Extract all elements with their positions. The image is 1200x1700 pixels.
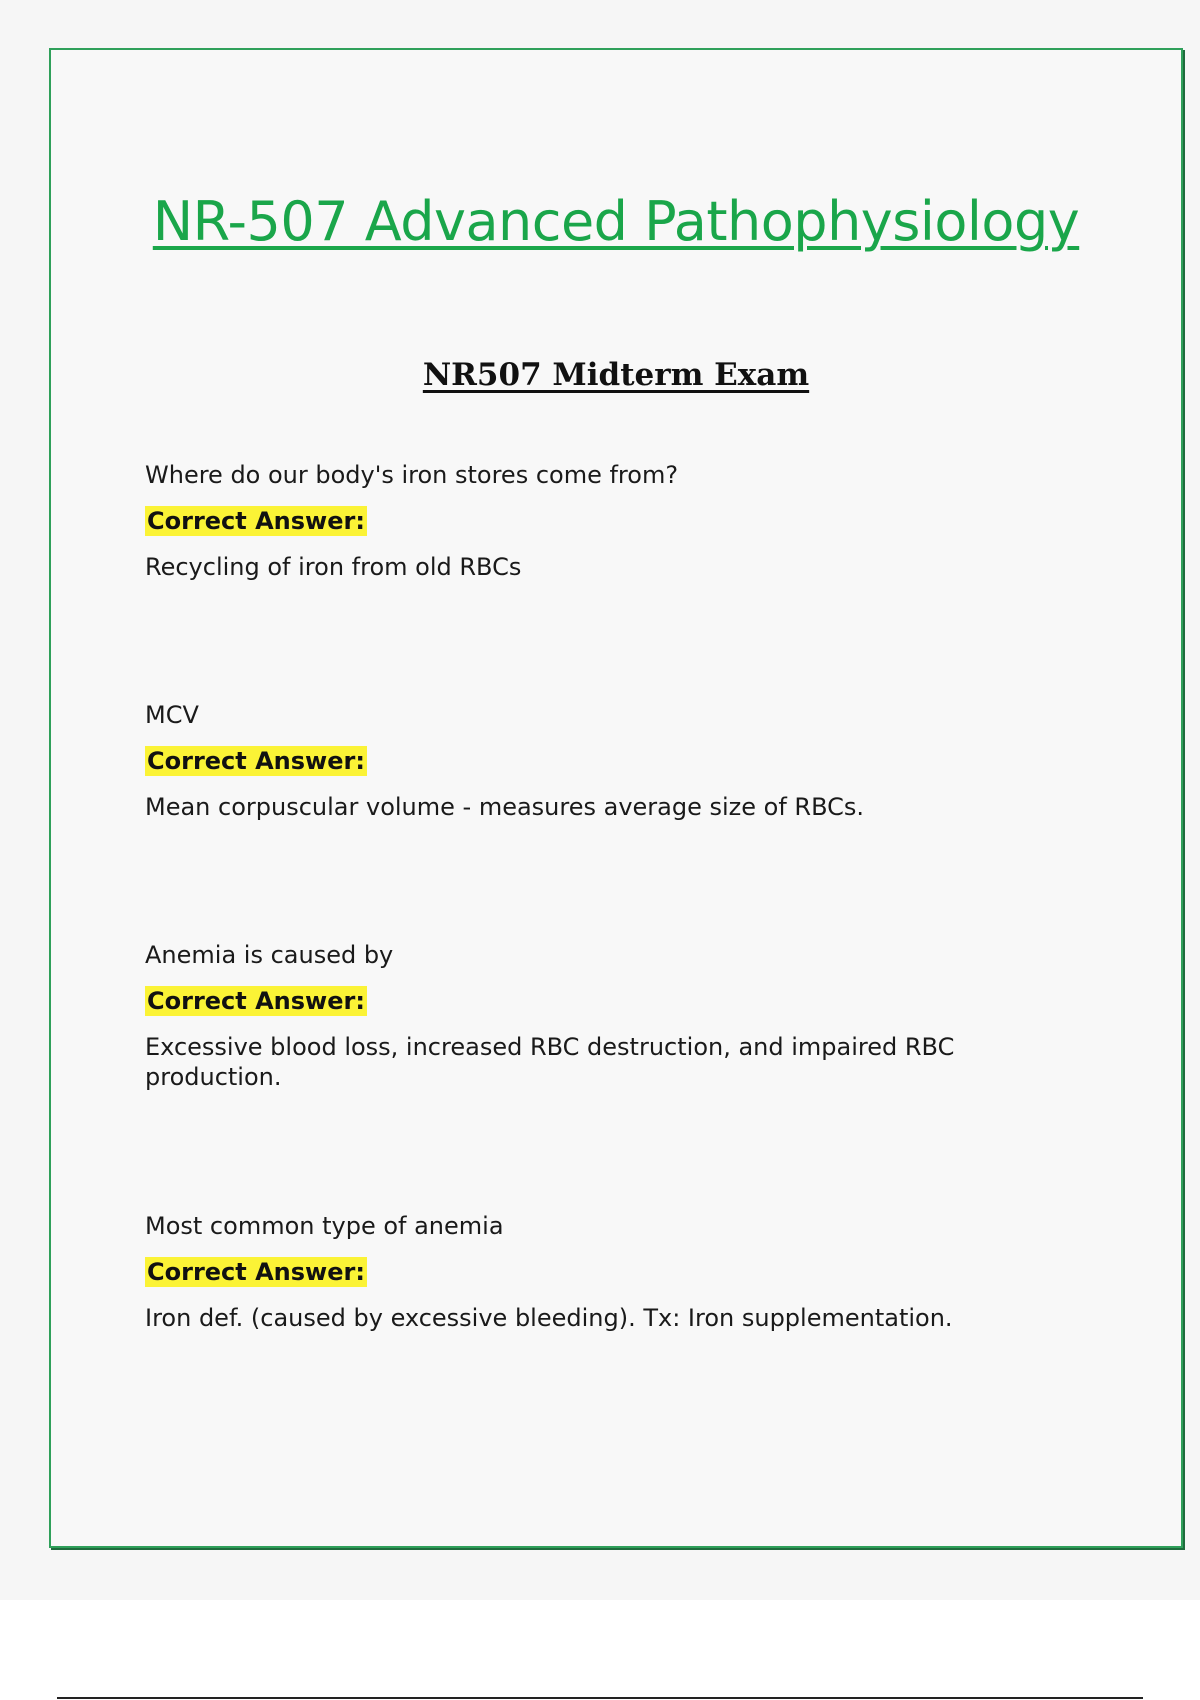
qa-item bbox=[145, 940, 1045, 1092]
document-title-text: NR-507 Advanced Pathophysiology bbox=[152, 190, 1080, 253]
document-title bbox=[51, 190, 1181, 253]
answer-text: Recycling of iron from old RBCs bbox=[145, 553, 522, 581]
question-text: MCV bbox=[145, 701, 199, 729]
exam-subtitle bbox=[51, 357, 1181, 393]
exam-subtitle-text: NR507 Midterm Exam bbox=[422, 357, 810, 393]
qa-item bbox=[145, 460, 1045, 582]
qa-item bbox=[145, 700, 1045, 822]
answer-text: Mean corpuscular volume - measures average size of RBCs. bbox=[145, 793, 865, 821]
question-text: Anemia is caused by bbox=[145, 941, 394, 969]
answer-text: Iron def. (caused by excessive bleeding). Tx: Iron supplementation. bbox=[145, 1304, 953, 1332]
correct-answer-label: Correct Answer: bbox=[147, 507, 365, 535]
qa-item bbox=[145, 1211, 1045, 1333]
footer-divider bbox=[57, 1697, 1143, 1699]
answer-text: Excessive blood loss, increased RBC destruction, and impaired RBC production. bbox=[145, 1033, 955, 1091]
question-text: Most common type of anemia bbox=[145, 1212, 504, 1240]
correct-answer-label: Correct Answer: bbox=[147, 747, 365, 775]
correct-answer-label: Correct Answer: bbox=[147, 987, 365, 1015]
correct-answer-label: Correct Answer: bbox=[147, 1258, 365, 1286]
question-text: Where do our body's iron stores come from? bbox=[145, 461, 679, 489]
